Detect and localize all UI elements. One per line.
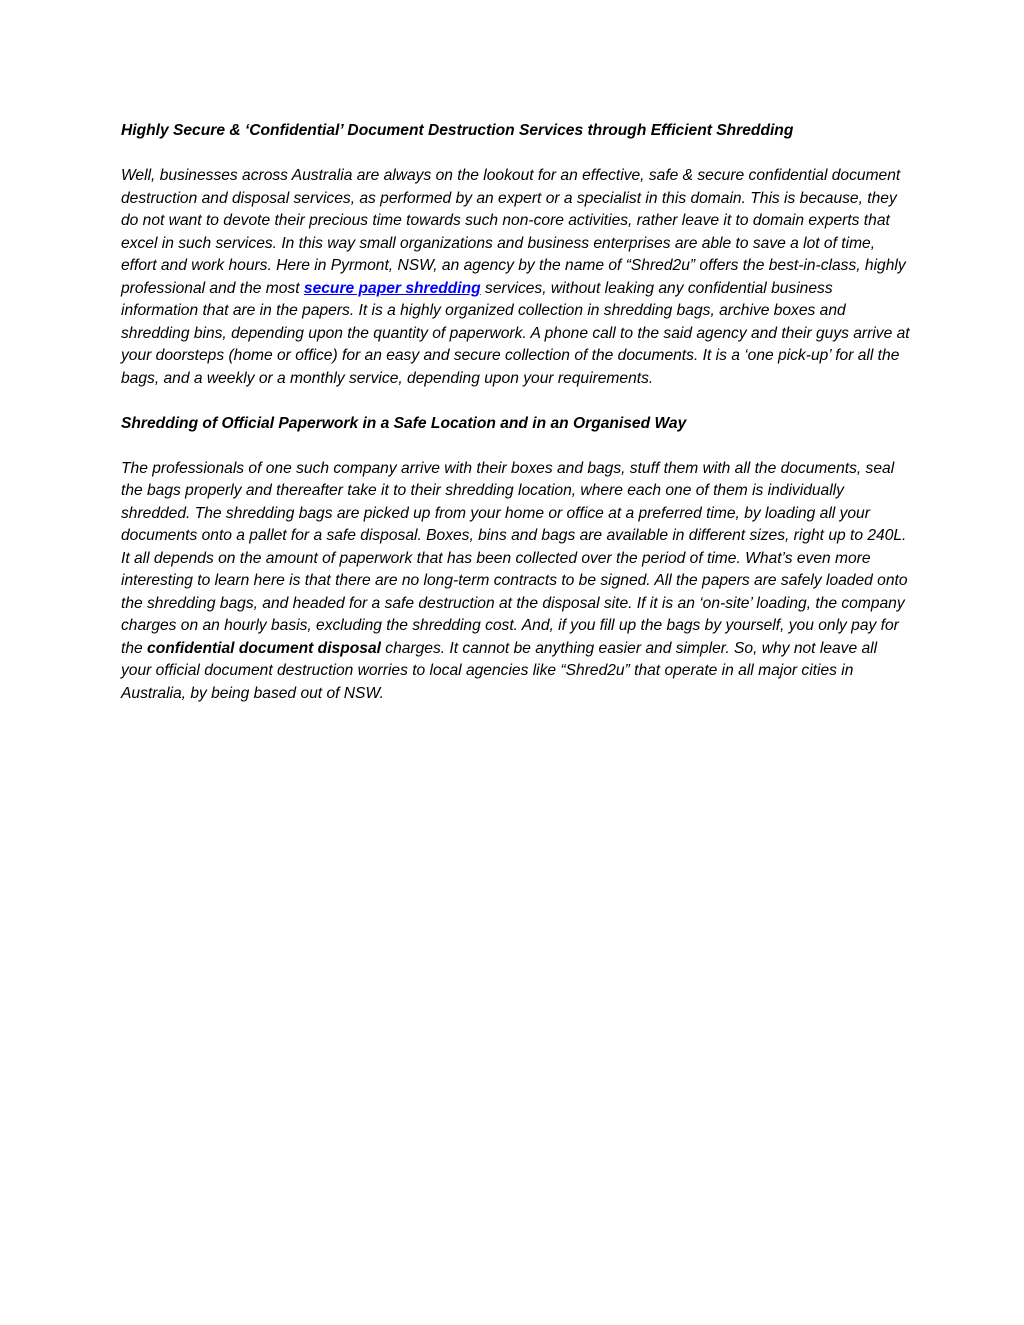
paragraph-2: [121, 458, 911, 706]
spacer: [121, 390, 911, 413]
confidential-document-disposal-emphasis: confidential document disposal: [147, 639, 381, 657]
paragraph-2-text-start: The professionals of one such company arrive with their boxes and bags, stuff them with all the documents, seal the bags properly and thereafter take it to their shredding location, where each one of them is individually shredded. The shredding bags are picked up from your home or office at a preferred time, by loading all your documents onto a pallet for a safe disposal. Boxes, bins and bags are available in different sizes, right up to 240L. It all depends on the amount of paperwork that has been collected over the period of time. What’s even more interesting to learn here is that there are no long-term contracts to be signed. All the papers are safely loaded onto the shredding bags, and headed for a safe destruction at the disposal site. If it is an ‘on-site’ loading, the company charges on an hourly basis, excluding the shredding cost. And, if you fill up the bags by yourself, you only pay for the: [121, 459, 908, 657]
paragraph-1-text-end: services, without leaking any confidential business information that are in the papers. It is a highly organized collection in shredding bags, archive boxes and shredding bins, depending upon the quantity of paperwork. A phone call to the said agency and their guys arrive at your doorsteps (home or office) for an easy and secure collection of the documents. It is a ‘one pick-up’ for all the bags, and a weekly or a monthly service, depending upon your requirements.: [121, 279, 910, 387]
document-body: [121, 120, 911, 705]
section-heading-2: Shredding of Official Paperwork in a Safe Location and in an Organised Way: [121, 414, 687, 432]
spacer: [121, 435, 911, 458]
paragraph-2-text-end: charges. It cannot be anything easier and simpler. So, why not leave all your official document destruction worries to local agencies like “Shred2u” that operate in all major cities in Australia, by being based out of NSW.: [121, 639, 878, 702]
paragraph-1-text-start: Well, businesses across Australia are always on the lookout for an effective, safe & secure confidential document destruction and disposal services, as performed by an expert or a specialist in this domain. This is because, they do not want to devote their precious time towards such non-core activities, rather leave it to domain experts that excel in such services. In this way small organizations and business enterprises are able to save a lot of time, effort and work hours. Here in Pyrmont, NSW, an agency by the name of “Shred2u” offers the best-in-class, highly professional and the most: [121, 167, 906, 297]
secure-paper-shredding-link[interactable]: secure paper shredding: [303, 279, 481, 297]
paragraph-1: [121, 165, 911, 390]
spacer: [121, 143, 911, 166]
section-heading-1: Highly Secure & ‘Confidential’ Document Destruction Services through Efficient Shredding: [121, 122, 794, 139]
